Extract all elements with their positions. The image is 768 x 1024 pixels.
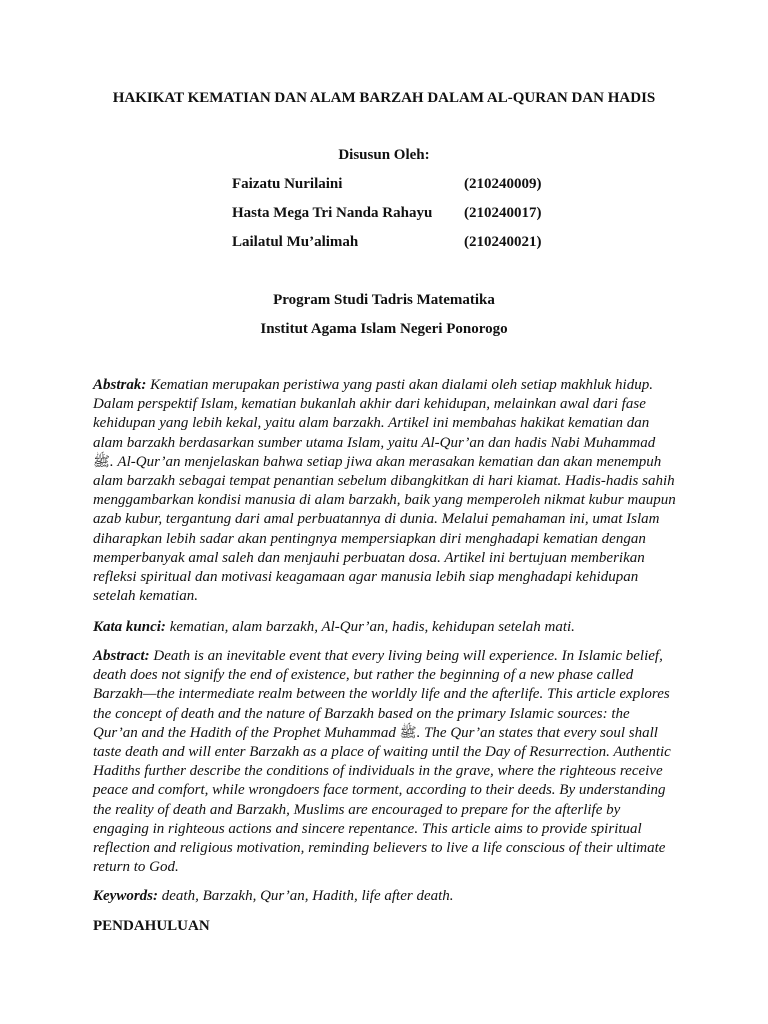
abstract-en-text-continued: . The Qur’an states that every soul shall taste death and will enter Barzakh as a place of waiting until the Day of Resurrection. Authentic Hadiths further describe the conditions of individuals in the grave, where the righteous receive peace and comfort, while wrongdoers face torment, according to their deeds. By understanding the reality of death and Barzakh, Muslims are encouraged to prepare for the afterlife by engaging in righteous actions and sincere repentance. This article aims to provide spiritual reflection and religious motivation, reminding believers to live a life conscious of their ultimate return to God. [93, 724, 671, 876]
author-nim: (210240017) [464, 205, 542, 221]
author-name: Faizatu Nurilaini [232, 176, 343, 192]
abstrak-text-continued: . Al-Qur’an menjelaskan bahwa setiap jiwa akan merasakan kematian dan akan menempuh alam barzakh sebagai tempat penantian sebelum dibangkitkan di hari kiamat. Hadis-hadis sahih menggambarkan kondisi manusia di alam barzakh, baik yang memperoleh nikmat kubur maupun azab kubur, tergantung dari amal perbuatannya di dunia. Melalui pemahaman ini, umat Islam diharapkan lebih sadar akan pentingnya mempersiapkan diri menghadapi kematian dengan memperbanyak amal saleh dan menjauhi perbuatan dosa. Artikel ini bertujuan memberikan refleksi spiritual dan motivasi keagamaan agar manusia lebih siap menghadapi kehidupan setelah kematian. [93, 453, 676, 605]
abstract-en-text: Death is an inevitable event that every living being will experience. In Islamic belief, death does not signify the end of existence, but rather the beginning of a new phase called Barzakh—the intermediate realm between the worldly life and the afterlife. This article explores the concept of death and the nature of Barzakh based on the primary Islamic sources: the Qur’an and the Hadith of the Prophet Muhammad [93, 648, 670, 741]
author-name: Lailatul Mu’alimah [232, 234, 359, 250]
author-row [232, 203, 592, 223]
author-nim: (210240009) [464, 176, 542, 192]
salawat-symbol: ﷺ [399, 725, 417, 741]
abstract-en-paragraph [93, 647, 678, 877]
author-name: Hasta Mega Tri Nanda Rahayu [232, 205, 433, 221]
paper-title: HAKIKAT KEMATIAN DAN ALAM BARZAH DALAM AL-QURAN DAN HADIS [112, 90, 656, 106]
kata-kunci-label: Kata kunci: [93, 619, 166, 635]
study-program: Program Studi Tadris Matematika [273, 292, 495, 308]
keywords-paragraph [93, 887, 678, 906]
kata-kunci-text: kematian, alam barzakh, Al-Qur’an, hadis, kehidupan setelah mati. [165, 619, 575, 635]
abstrak-label: Abstrak: [93, 377, 147, 393]
keywords-text: death, Barzakh, Qur’an, Hadith, life after death. [158, 888, 454, 904]
abstrak-text: Kematian merupakan peristiwa yang pasti akan dialami oleh setiap makhluk hidup. Dalam perspektif Islam, kematian bukanlah akhir dari kehidupan, melainkan awal dari fase kehidupan yang lebih kekal, yaitu alam barzakh. Artikel ini membahas hakikat kematian dan alam barzakh berdasarkan sumber utama Islam, yaitu Al-Qur’an dan hadis Nabi Muhammad [93, 377, 656, 451]
section-heading-pendahuluan: PENDAHULUAN [93, 918, 210, 934]
institute-name: Institut Agama Islam Negeri Ponorogo [260, 321, 508, 337]
abstrak-paragraph [93, 376, 678, 606]
salawat-symbol: ﷺ [93, 454, 110, 470]
author-row [232, 174, 592, 194]
kata-kunci-paragraph [93, 618, 678, 637]
abstract-en-label: Abstract: [93, 648, 150, 664]
author-row [232, 232, 592, 252]
keywords-label: Keywords: [93, 888, 158, 904]
composed-by-label: Disusun Oleh: [338, 147, 430, 163]
author-nim: (210240021) [464, 234, 542, 250]
